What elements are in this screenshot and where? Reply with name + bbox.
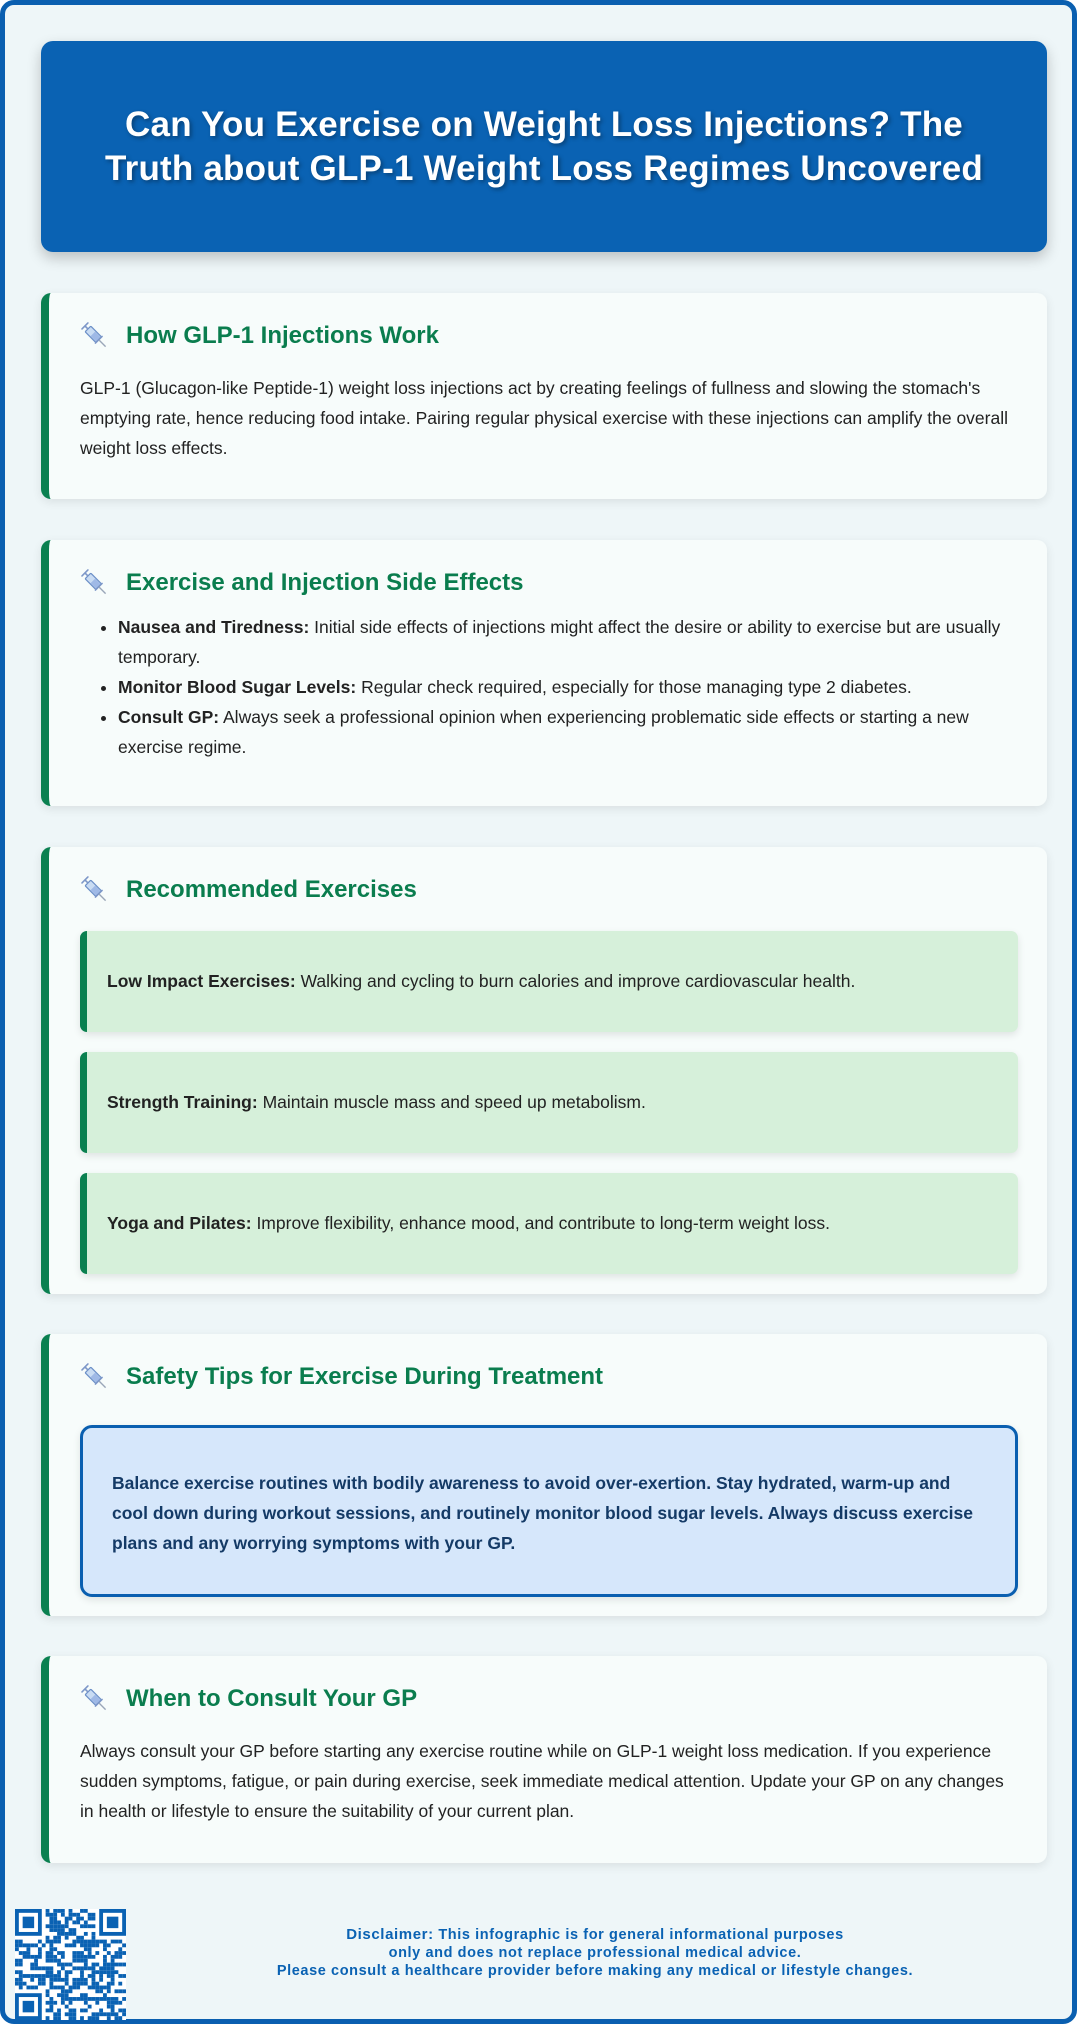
side-effects-list <box>80 612 1017 762</box>
section-text: GLP-1 (Glucagon-like Peptide-1) weight loss injections act by creating feelings of fullness and slowing the stomach's emptying rate, hence reducing food intake. Pairing regular physical exercise with these injections can amplify the overall weight loss effects. <box>80 378 1008 458</box>
disclaimer-label: Disclaimer: <box>346 1926 434 1943</box>
section-title: Exercise and Injection Side Effects <box>126 569 524 596</box>
exercise-card-low-impact <box>80 931 1018 1032</box>
section-text: Always consult your GP before starting any exercise routine while on GLP-1 weight loss medication. If you experience sudden symptoms, fatigue, or pain during exercise, seek immediate medical attention. Update your GP on any changes in health or lifestyle to ensure the suitability of your current plan. <box>80 1741 1004 1821</box>
exercise-label: Strength Training: <box>107 1092 258 1112</box>
exercise-label: Low Impact Exercises: <box>107 971 296 991</box>
header-banner <box>41 41 1047 252</box>
page-title: Can You Exercise on Weight Loss Injections? The Truth about GLP-1 Weight Loss Regimes Uncovered <box>104 104 984 188</box>
list-item-label: Monitor Blood Sugar Levels: <box>118 677 357 697</box>
exercise-text: Maintain muscle mass and speed up metabolism. <box>257 1092 646 1112</box>
exercise-text: Walking and cycling to burn calories and improve cardiovascular health. <box>295 971 856 991</box>
exercise-card-strength <box>80 1052 1018 1153</box>
disclaimer-line-1: This infographic is for general informational purposes <box>433 1927 844 1943</box>
disclaimer-line-2: only and does not replace professional medical advice. <box>388 1945 802 1961</box>
list-item-text: Always seek a professional opinion when experiencing problematic side effects or starting a new exercise regime. <box>118 707 969 757</box>
section-recommended-exercises <box>41 847 1047 1294</box>
list-item <box>118 702 1017 762</box>
safety-tip-box: Balance exercise routines with bodily awareness to avoid over-exertion. Stay hydrated, warm-up and cool down during workout sessions, and routinely monitor blood sugar levels. Always discuss exercise plans and any worrying symptoms with your GP. <box>80 1425 1018 1597</box>
syringe-icon <box>80 1684 110 1714</box>
section-consult-gp <box>41 1656 1047 1863</box>
section-how-it-works <box>41 293 1047 499</box>
section-title: Recommended Exercises <box>126 876 417 903</box>
section-title: When to Consult Your GP <box>126 1685 418 1712</box>
disclaimer <box>175 1926 1015 1980</box>
list-item-text: Initial side effects of injections might affect the desire or ability to exercise but are usually temporary. <box>118 617 1001 667</box>
disclaimer-line-3: Please consult a healthcare provider before making any medical or lifestyle changes. <box>276 1963 914 1979</box>
list-item-label: Nausea and Tiredness: <box>118 617 310 637</box>
syringe-icon <box>80 1362 110 1392</box>
list-item <box>118 672 1017 702</box>
list-item-text: Regular check required, especially for those managing type 2 diabetes. <box>356 677 912 697</box>
exercise-label: Yoga and Pilates: <box>107 1213 252 1233</box>
qr-code-icon <box>15 1909 126 2020</box>
syringe-icon <box>80 321 110 351</box>
syringe-icon <box>80 875 110 905</box>
list-item-label: Consult GP: <box>118 707 220 727</box>
exercise-card-yoga <box>80 1173 1018 1274</box>
list-item <box>118 612 1017 672</box>
section-safety-tips <box>41 1334 1047 1616</box>
section-side-effects <box>41 540 1047 806</box>
section-title: How GLP-1 Injections Work <box>126 322 439 349</box>
syringe-icon <box>80 568 110 598</box>
section-title: Safety Tips for Exercise During Treatment <box>126 1363 604 1390</box>
exercise-text: Improve flexibility, enhance mood, and contribute to long-term weight loss. <box>251 1213 831 1233</box>
